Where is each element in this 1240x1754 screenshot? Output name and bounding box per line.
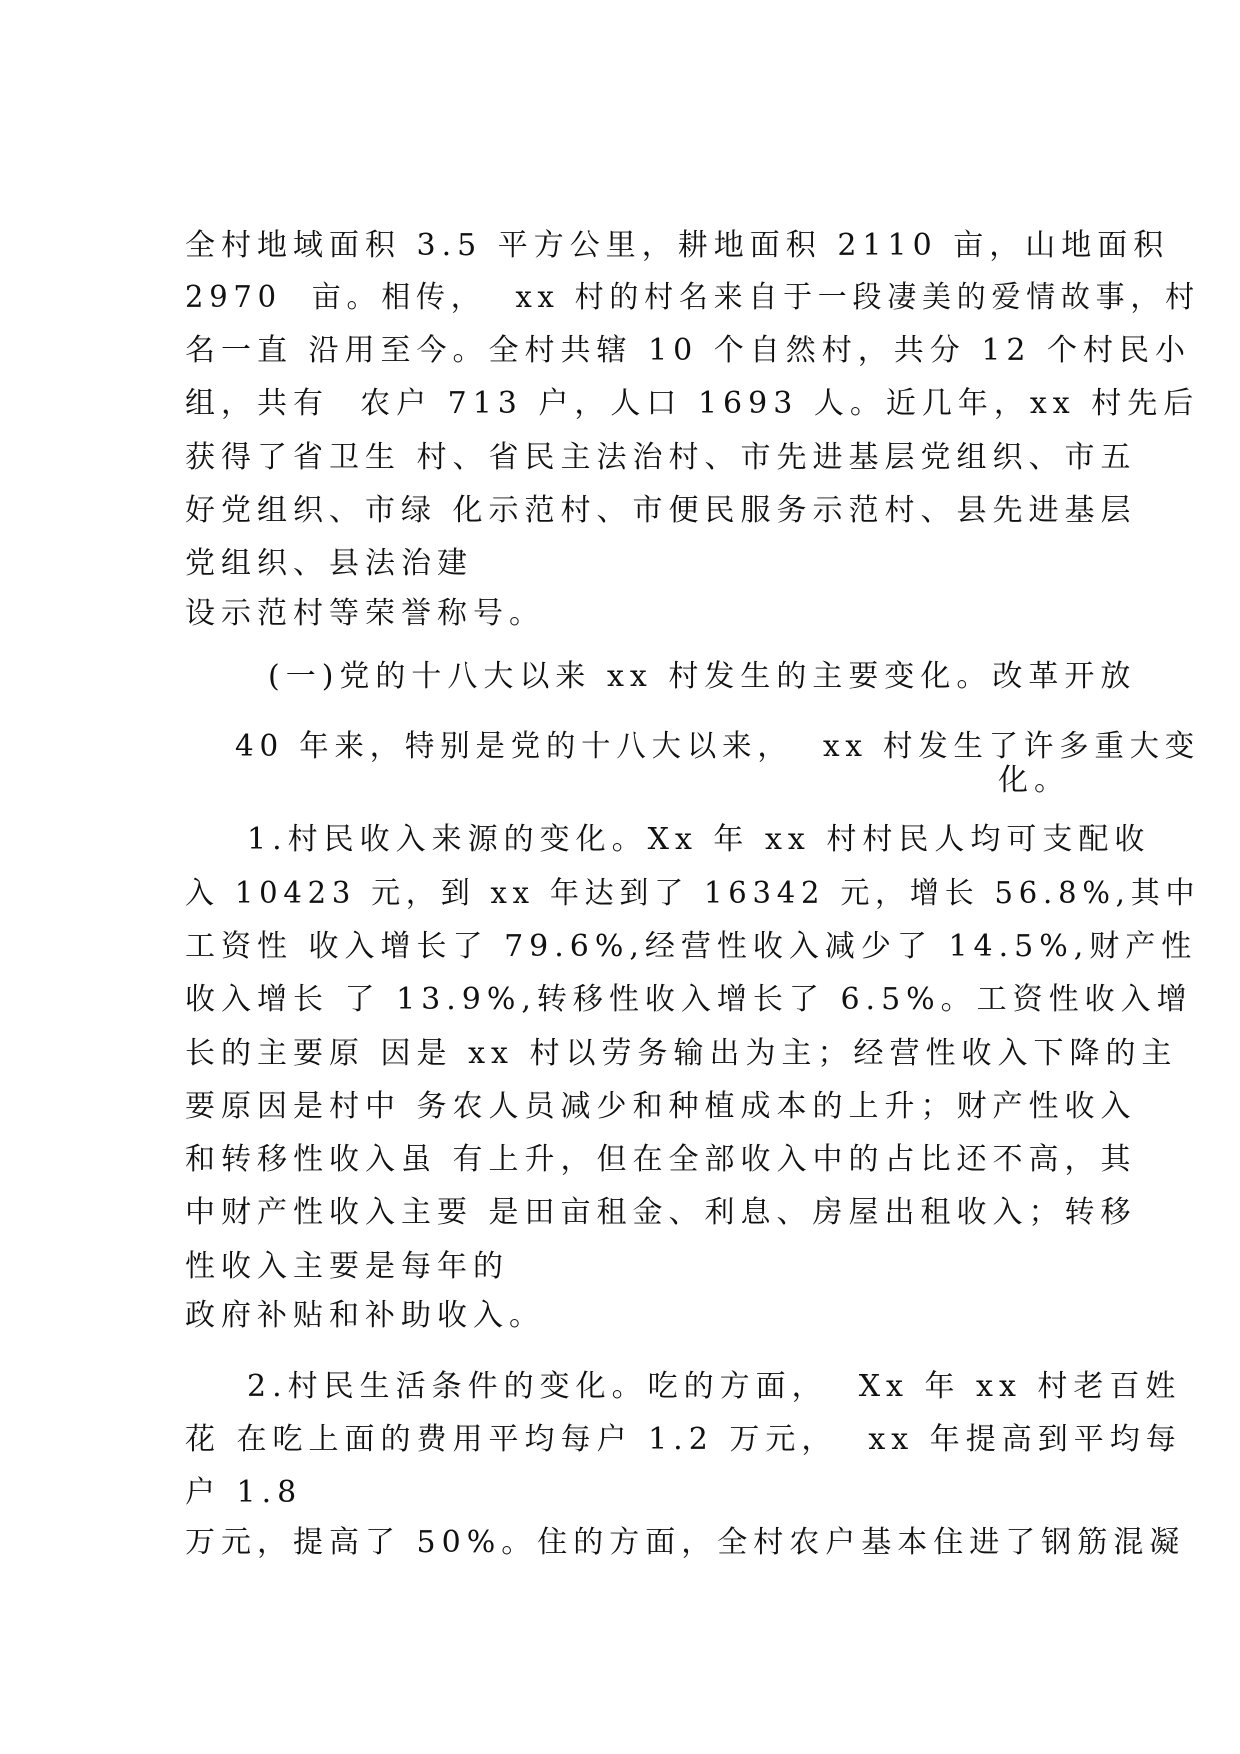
text-line: 组，共有 农户 713 户，人口 1693 人。近几年，xx 村先后 <box>185 386 1200 421</box>
text-line: 化。 <box>998 763 1070 798</box>
text-line: 名一直 沿用至今。全村共辖 10 个自然村，共分 12 个村民小 <box>185 333 1192 368</box>
text-line: 全村地域面积 3.5 平方公里，耕地面积 2110 亩，山地面积 <box>185 228 1170 263</box>
text-line: 党组织、县法治建 <box>185 546 473 581</box>
subsection-heading: 2.村民生活条件的变化。吃的方面， Xx 年 xx 村老百姓 <box>247 1369 1182 1404</box>
text-line: 万元，提高了 50%。住的方面，全村农户基本住进了钢筋混凝 <box>185 1525 1186 1560</box>
text-line: 和转移性收入虽 有上升，但在全部收入中的占比还不高，其 <box>185 1142 1137 1177</box>
text-line: 中财产性收入主要 是田亩租金、利息、房屋出租收入；转移 <box>185 1195 1137 1230</box>
text-line: 收入增长 了 13.9%,转移性收入增长了 6.5%。工资性收入增 <box>185 982 1193 1017</box>
text-line: 长的主要原 因是 xx 村以劳务输出为主；经营性收入下降的主 <box>185 1036 1178 1071</box>
section-heading: (一)党的十八大以来 xx 村发生的主要变化。改革开放 <box>268 659 1137 694</box>
text-line: 好党组织、市绿 化示范村、市便民服务示范村、县先进基层 <box>185 493 1137 528</box>
text-line: 户 1.8 <box>185 1475 303 1510</box>
text-line: 获得了省卫生 村、省民主法治村、市先进基层党组织、市五 <box>185 440 1137 475</box>
subsection-heading: 1.村民收入来源的变化。Xx 年 xx 村村民人均可支配收 <box>247 822 1151 857</box>
text-line: 入 10423 元，到 xx 年达到了 16342 元，增长 56.8%,其中 <box>185 876 1201 911</box>
text-line: 要原因是村中 务农人员减少和种植成本的上升；财产性收入 <box>185 1089 1137 1124</box>
text-line: 花 在吃上面的费用平均每户 1.2 万元， xx 年提高到平均每 <box>185 1422 1182 1457</box>
text-line: 政府补贴和补助收入。 <box>185 1298 545 1333</box>
text-line: 性收入主要是每年的 <box>185 1249 509 1284</box>
text-line: 设示范村等荣誉称号。 <box>185 596 545 631</box>
text-line: 40 年来，特别是党的十八大以来， xx 村发生了许多重大变 <box>235 729 1201 764</box>
text-line: 工资性 收入增长了 79.6%,经营性收入减少了 14.5%,财产性 <box>185 929 1198 964</box>
text-line: 2970 亩。相传， xx 村的村名来自于一段凄美的爱情故事，村 <box>185 280 1200 315</box>
